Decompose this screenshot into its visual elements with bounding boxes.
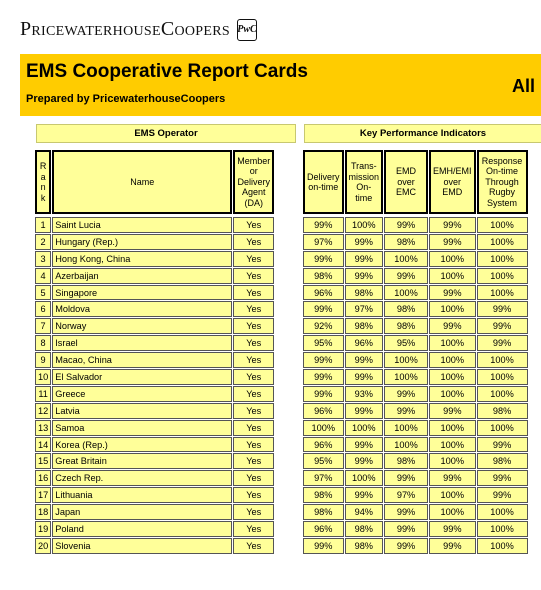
kpi-cell: 99% xyxy=(429,285,476,301)
country-name-cell: Great Britain xyxy=(52,453,232,469)
table-row xyxy=(35,504,274,520)
table-row xyxy=(303,538,528,554)
da-cell: Yes xyxy=(233,437,274,453)
table-row xyxy=(35,369,274,385)
table-row xyxy=(303,335,528,351)
table-row xyxy=(303,386,528,402)
kpi-cell: 100% xyxy=(429,352,476,368)
name-header: Name xyxy=(52,150,232,214)
kpi-cell: 99% xyxy=(477,487,528,503)
kpi-cell: 99% xyxy=(477,437,528,453)
country-name-cell: Greece xyxy=(52,386,232,402)
country-name-cell: Latvia xyxy=(52,403,232,419)
section-kpi: Key Performance Indicators xyxy=(304,124,541,143)
kpi-cell: 98% xyxy=(303,268,344,284)
kpi-cell: 98% xyxy=(345,285,384,301)
kpi-cell: 100% xyxy=(477,268,528,284)
table-row xyxy=(303,251,528,267)
kpi-cell: 93% xyxy=(345,386,384,402)
kpi-cell: 100% xyxy=(303,420,344,436)
kpi-cell: 98% xyxy=(384,301,428,317)
report-title: EMS Cooperative Report Cards xyxy=(26,61,308,82)
rank-cell: 4 xyxy=(35,268,51,284)
rank-cell: 2 xyxy=(35,234,51,250)
table-row xyxy=(35,420,274,436)
kpi-cell: 99% xyxy=(345,487,384,503)
kpi-cell: 99% xyxy=(384,403,428,419)
da-cell: Yes xyxy=(233,386,274,402)
rank-cell: 9 xyxy=(35,352,51,368)
country-name-cell: Singapore xyxy=(52,285,232,301)
da-cell: Yes xyxy=(233,285,274,301)
kpi-cell: 98% xyxy=(384,234,428,250)
table-row xyxy=(35,335,274,351)
table-row xyxy=(35,521,274,537)
kpi-cell: 99% xyxy=(303,369,344,385)
kpi-cell: 96% xyxy=(303,437,344,453)
kpi-cell: 99% xyxy=(477,301,528,317)
kpi-cell: 99% xyxy=(429,318,476,334)
pwc-mark-icon: PwC xyxy=(237,19,257,41)
table-row xyxy=(303,420,528,436)
report-banner xyxy=(20,54,541,116)
table-row xyxy=(35,470,274,486)
table-row xyxy=(303,453,528,469)
kpi-cell: 99% xyxy=(345,268,384,284)
da-cell: Yes xyxy=(233,251,274,267)
rank-cell: 3 xyxy=(35,251,51,267)
table-row xyxy=(35,386,274,402)
kpi-cell: 100% xyxy=(477,352,528,368)
kpi-cell: 98% xyxy=(345,521,384,537)
kpi-cell: 100% xyxy=(429,453,476,469)
da-cell: Yes xyxy=(233,268,274,284)
kpi-cell: 99% xyxy=(477,335,528,351)
kpi-cell: 99% xyxy=(477,318,528,334)
country-name-cell: Japan xyxy=(52,504,232,520)
kpi-cell: 98% xyxy=(345,318,384,334)
kpi-cell: 99% xyxy=(303,538,344,554)
kpi-cell: 97% xyxy=(303,470,344,486)
da-cell: Yes xyxy=(233,217,274,233)
kpi-cell: 98% xyxy=(477,453,528,469)
kpi-cell: 98% xyxy=(384,318,428,334)
kpi-cell: 100% xyxy=(477,504,528,520)
kpi-cell: 100% xyxy=(477,251,528,267)
kpi-cell: 100% xyxy=(345,470,384,486)
table-row xyxy=(303,487,528,503)
rank-cell: 6 xyxy=(35,301,51,317)
kpi-cell: 99% xyxy=(303,251,344,267)
rank-header-text: R a n k xyxy=(39,161,47,203)
kpi-cell: 99% xyxy=(429,538,476,554)
country-name-cell: Israel xyxy=(52,335,232,351)
table-row xyxy=(303,521,528,537)
kpi-cell: 98% xyxy=(303,487,344,503)
country-name-cell: El Salvador xyxy=(52,369,232,385)
da-cell: Yes xyxy=(233,369,274,385)
kpi-cell: 100% xyxy=(429,504,476,520)
country-name-cell: Saint Lucia xyxy=(52,217,232,233)
table-row xyxy=(35,437,274,453)
da-cell: Yes xyxy=(233,487,274,503)
kpi-cell: 99% xyxy=(345,403,384,419)
da-cell: Yes xyxy=(233,335,274,351)
kpi-cell: 99% xyxy=(477,470,528,486)
country-name-cell: Norway xyxy=(52,318,232,334)
rank-cell: 20 xyxy=(35,538,51,554)
kpi-cell: 99% xyxy=(384,521,428,537)
kpi-cell: 100% xyxy=(477,234,528,250)
kpi-cell: 97% xyxy=(345,301,384,317)
kpi-cell: 96% xyxy=(303,285,344,301)
kpi-cell: 96% xyxy=(345,335,384,351)
kpi-cell: 99% xyxy=(345,369,384,385)
rank-cell: 14 xyxy=(35,437,51,453)
kpi-cell: 99% xyxy=(384,217,428,233)
rank-cell: 18 xyxy=(35,504,51,520)
logo-wordmark: PricewaterhouseCoopers xyxy=(20,18,230,40)
country-name-cell: Poland xyxy=(52,521,232,537)
kpi-cell: 99% xyxy=(384,386,428,402)
kpi-cell: 99% xyxy=(303,217,344,233)
kpi-cell: 98% xyxy=(384,453,428,469)
kpi-cell: 95% xyxy=(303,453,344,469)
table-row xyxy=(35,318,274,334)
kpi-cell: 98% xyxy=(303,504,344,520)
kpi-header-emd: EMD over EMC xyxy=(384,150,428,214)
table-row xyxy=(303,369,528,385)
table-row xyxy=(35,538,274,554)
kpi-cell: 99% xyxy=(345,352,384,368)
table-row xyxy=(303,285,528,301)
country-name-cell: Moldova xyxy=(52,301,232,317)
kpi-cell: 100% xyxy=(384,420,428,436)
table-row xyxy=(35,285,274,301)
report-subtitle: Prepared by PricewaterhouseCoopers xyxy=(26,93,226,105)
report-scope: All xyxy=(511,76,535,96)
da-cell: Yes xyxy=(233,453,274,469)
country-name-cell: Lithuania xyxy=(52,487,232,503)
kpi-header-delivery: Delivery on-time xyxy=(303,150,344,214)
country-name-cell: Korea (Rep.) xyxy=(52,437,232,453)
table-row xyxy=(303,470,528,486)
table-row xyxy=(35,403,274,419)
kpi-cell: 100% xyxy=(429,487,476,503)
kpi-cell: 100% xyxy=(477,386,528,402)
table-row xyxy=(35,301,274,317)
da-header: Member or Delivery Agent (DA) xyxy=(233,150,274,214)
kpi-cell: 99% xyxy=(429,403,476,419)
da-cell: Yes xyxy=(233,521,274,537)
rank-cell: 17 xyxy=(35,487,51,503)
kpi-cell: 99% xyxy=(429,521,476,537)
kpi-header-transmission: Trans-mission On-time xyxy=(345,150,384,214)
kpi-cell: 99% xyxy=(429,217,476,233)
kpi-cell: 99% xyxy=(429,234,476,250)
kpi-cell: 100% xyxy=(384,285,428,301)
rank-cell: 5 xyxy=(35,285,51,301)
rank-cell: 8 xyxy=(35,335,51,351)
kpi-cell: 96% xyxy=(303,403,344,419)
kpi-cell: 100% xyxy=(429,301,476,317)
kpi-cell: 100% xyxy=(429,437,476,453)
country-name-cell: Samoa xyxy=(52,420,232,436)
rank-cell: 13 xyxy=(35,420,51,436)
table-row xyxy=(35,352,274,368)
rank-cell: 7 xyxy=(35,318,51,334)
kpi-cell: 99% xyxy=(345,234,384,250)
table-row xyxy=(303,301,528,317)
rank-cell: 10 xyxy=(35,369,51,385)
kpi-cell: 100% xyxy=(477,420,528,436)
kpi-cell: 99% xyxy=(303,386,344,402)
kpi-cell: 100% xyxy=(429,251,476,267)
country-name-cell: Macao, China xyxy=(52,352,232,368)
section-ems-operator: EMS Operator xyxy=(36,124,296,143)
pwc-logo xyxy=(20,18,257,41)
rank-cell: 16 xyxy=(35,470,51,486)
kpi-cell: 100% xyxy=(477,285,528,301)
da-cell: Yes xyxy=(233,470,274,486)
kpi-cell: 98% xyxy=(345,538,384,554)
kpi-cell: 100% xyxy=(429,420,476,436)
country-name-cell: Czech Rep. xyxy=(52,470,232,486)
country-name-cell: Slovenia xyxy=(52,538,232,554)
kpi-cell: 100% xyxy=(384,251,428,267)
operator-table xyxy=(34,149,275,555)
table-row xyxy=(35,234,274,250)
kpi-cell: 100% xyxy=(429,369,476,385)
kpi-cell: 100% xyxy=(345,420,384,436)
kpi-table xyxy=(302,149,529,555)
da-cell: Yes xyxy=(233,318,274,334)
kpi-cell: 97% xyxy=(303,234,344,250)
rank-cell: 11 xyxy=(35,386,51,402)
kpi-cell: 98% xyxy=(477,403,528,419)
da-cell: Yes xyxy=(233,301,274,317)
kpi-cell: 100% xyxy=(429,386,476,402)
kpi-cell: 99% xyxy=(345,453,384,469)
table-row xyxy=(35,217,274,233)
country-name-cell: Azerbaijan xyxy=(52,268,232,284)
country-name-cell: Hungary (Rep.) xyxy=(52,234,232,250)
kpi-cell: 99% xyxy=(429,470,476,486)
da-cell: Yes xyxy=(233,538,274,554)
table-row xyxy=(303,352,528,368)
kpi-cell: 99% xyxy=(384,470,428,486)
table-row xyxy=(35,487,274,503)
kpi-cell: 94% xyxy=(345,504,384,520)
kpi-cell: 99% xyxy=(345,251,384,267)
table-row xyxy=(35,268,274,284)
kpi-header-response: Response On-time Through Rugby System xyxy=(477,150,528,214)
kpi-cell: 99% xyxy=(345,437,384,453)
kpi-cell: 100% xyxy=(429,268,476,284)
kpi-cell: 99% xyxy=(384,268,428,284)
kpi-cell: 99% xyxy=(384,504,428,520)
kpi-cell: 100% xyxy=(384,352,428,368)
table-row xyxy=(303,268,528,284)
kpi-cell: 97% xyxy=(384,487,428,503)
rank-cell: 19 xyxy=(35,521,51,537)
kpi-header-emh: EMH/EMI over EMD xyxy=(429,150,476,214)
kpi-cell: 100% xyxy=(477,217,528,233)
kpi-cell: 100% xyxy=(477,521,528,537)
table-row xyxy=(35,251,274,267)
rank-cell: 15 xyxy=(35,453,51,469)
da-cell: Yes xyxy=(233,403,274,419)
kpi-cell: 99% xyxy=(303,352,344,368)
page-cutoff xyxy=(0,586,541,590)
table-row xyxy=(303,403,528,419)
table-row xyxy=(303,217,528,233)
da-cell: Yes xyxy=(233,234,274,250)
kpi-cell: 100% xyxy=(384,369,428,385)
table-row xyxy=(303,318,528,334)
rank-cell: 1 xyxy=(35,217,51,233)
kpi-cell: 95% xyxy=(384,335,428,351)
kpi-cell: 100% xyxy=(477,369,528,385)
table-row xyxy=(303,234,528,250)
rank-cell: 12 xyxy=(35,403,51,419)
kpi-header-row xyxy=(303,150,528,214)
kpi-cell: 100% xyxy=(477,538,528,554)
kpi-cell: 96% xyxy=(303,521,344,537)
kpi-cell: 95% xyxy=(303,335,344,351)
kpi-cell: 100% xyxy=(384,437,428,453)
da-cell: Yes xyxy=(233,420,274,436)
table-row xyxy=(35,453,274,469)
kpi-cell: 92% xyxy=(303,318,344,334)
rank-header xyxy=(35,150,51,214)
kpi-cell: 99% xyxy=(303,301,344,317)
da-cell: Yes xyxy=(233,504,274,520)
da-cell: Yes xyxy=(233,352,274,368)
kpi-cell: 100% xyxy=(345,217,384,233)
kpi-cell: 99% xyxy=(384,538,428,554)
table-row xyxy=(303,437,528,453)
table-row xyxy=(303,504,528,520)
country-name-cell: Hong Kong, China xyxy=(52,251,232,267)
operator-header-row xyxy=(35,150,274,214)
kpi-cell: 100% xyxy=(429,335,476,351)
